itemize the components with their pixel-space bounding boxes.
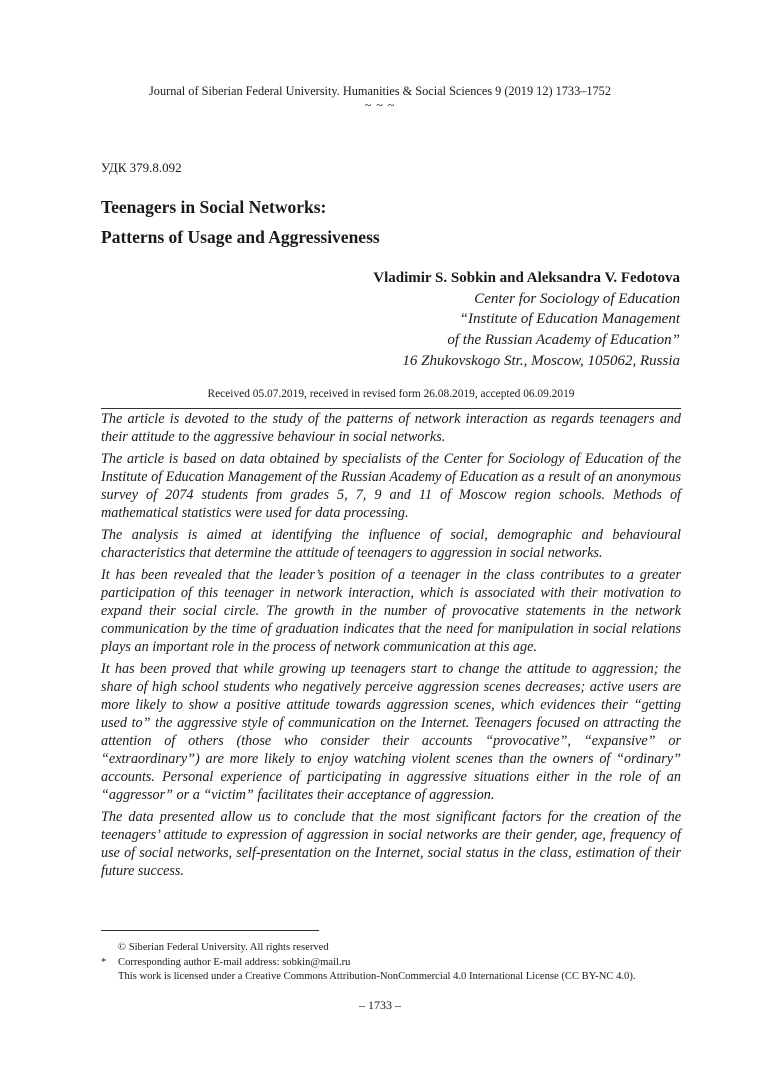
abstract	[101, 410, 681, 884]
abstract-paragraph: It has been proved that while growing up teenagers start to change the attitude to aggression; the share of high school students who negatively perceive aggression scenes decreases; active users are more likely to show a positive attitude towards aggression scenes, which evidences their “getting used to” the aggressive style of communication on the Internet. Teenagers focused on attracting the attention of others (those who consider their accounts “provocative”, “expansive” or “extraordinary”) are more likely to enjoy watching violent scenes than the owners of “ordinary” accounts. Personal experience of participating in aggressive situations either in the role of an “aggressor” or a “victim” facilitates their acceptance of aggression.	[101, 661, 681, 803]
footnotes	[101, 941, 701, 985]
abstract-paragraph: It has been revealed that the leader’s position of a teenager in the class contributes to a greater participation of this teenager in network interaction, which is associated with their motivation to expand their social circle. The growth in the number of provocative statements in the network communication by the time of graduation indicates that the need for manipulation in social relations plays an important role in the process of network communication at this age.	[101, 567, 681, 655]
author-block	[373, 268, 680, 372]
header-ornament: ~ ~ ~	[364, 98, 396, 112]
journal-header: Journal of Siberian Federal University. Humanities & Social Sciences 9 (2019 12) 1733–1752	[149, 84, 611, 98]
corresponding-note	[101, 956, 701, 971]
license-note	[101, 970, 701, 985]
title-line-2: Patterns of Usage and Aggressiveness	[101, 227, 380, 247]
copyright-note	[101, 941, 701, 956]
abstract-paragraph: The analysis is aimed at identifying the influence of social, demographic and behavioural characteristics that determine the attitude of teenagers to aggression in social networks.	[101, 527, 681, 561]
title-line-1: Teenagers in Social Networks:	[101, 197, 327, 217]
affiliation-line-4: 16 Zhukovskogo Str., Moscow, 105062, Russia	[402, 352, 680, 369]
abstract-paragraph: The article is based on data obtained by specialists of the Center for Sociology of Education of the Institute of Education Management of the Russian Academy of Education as a result of an anonymous survey of 2074 students from grades 5, 7, 9 and 11 of Moscow region schools. Methods of mathematical statistics were used for data processing.	[101, 451, 681, 521]
copyright-text: © Siberian Federal University. All rights reserved	[118, 942, 329, 953]
affiliation-line-3: of the Russian Academy of Education”	[447, 332, 680, 349]
abstract-divider	[101, 408, 681, 409]
asterisk-mark: *	[101, 956, 107, 968]
received-dates: Received 05.07.2019, received in revised form 26.08.2019, accepted 06.09.2019	[207, 388, 575, 400]
corresponding-author: Corresponding author E-mail address: sobkin@mail.ru	[118, 956, 351, 968]
abstract-paragraph: The article is devoted to the study of the patterns of network interaction as regards teenagers and their attitude to the aggressive behaviour in social networks.	[101, 411, 681, 445]
affiliation-line-2: “Institute of Education Management	[459, 311, 680, 328]
license-text: This work is licensed under a Creative Commons Attribution-NonCommercial 4.0 International License (CC BY-NC 4.0).	[118, 971, 636, 982]
udk-code: УДК 379.8.092	[101, 160, 182, 175]
page-number: – 1733 –	[359, 998, 401, 1012]
footnote-divider	[101, 930, 319, 931]
author-names: Vladimir S. Sobkin and Aleksandra V. Fedotova	[373, 270, 680, 286]
affiliation-line-1: Center for Sociology of Education	[474, 290, 680, 307]
article-title	[101, 192, 380, 252]
abstract-paragraph: The data presented allow us to conclude that the most significant factors for the creation of the teenagers’ attitude to expression of aggression in social networks are their gender, age, frequency of use of social networks, self-presentation on the Internet, social status in the class, estimation of their future success.	[101, 809, 681, 879]
